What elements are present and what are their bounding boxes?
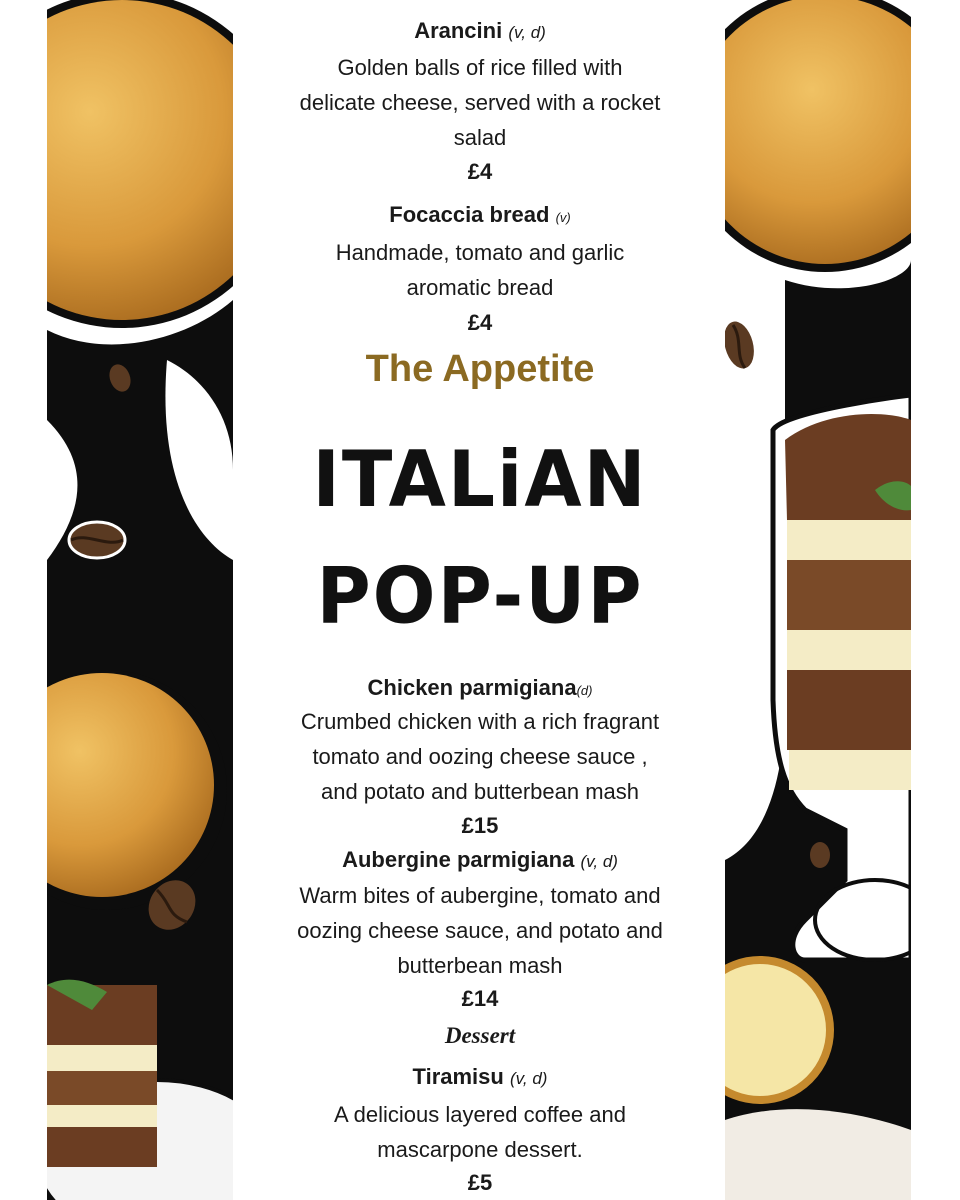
dish-description: and potato and butterbean mash [320,779,640,804]
dish-description: Warm bites of aubergine, tomato and [299,883,661,908]
dish-price: £5 [467,1170,493,1195]
dish-name: Chicken parmigiana [367,675,577,700]
dish-price: £4 [467,310,493,335]
dish-item-aubergine-parmigiana [236,847,724,875]
dish-description: aromatic bread [406,275,554,300]
headline-line-2: POP-UP [316,550,644,642]
dish-item-arancini [236,18,724,46]
dish-item-chicken-parmigiana [236,675,724,704]
dish-name: Arancini [414,18,503,43]
right-illustration-art [725,0,911,1200]
dietary-tags: (v) [555,210,571,225]
dish-description: Golden balls of rice filled with [337,55,623,80]
right-illustration-panel [725,0,911,1200]
dish-name: Focaccia bread [389,202,550,227]
dish-name: Tiramisu [412,1064,504,1089]
dish-description: delicate cheese, served with a rocket [299,90,661,115]
dish-name: Aubergine parmigiana [342,847,575,872]
arancini-illustration [47,0,233,320]
dietary-tags: (v, d) [509,1069,548,1088]
headline-line-1: ITALiAN [312,434,648,526]
left-illustration-panel [47,0,233,1200]
arancini-cross-section [725,960,830,1100]
left-illustration-art [47,0,233,1200]
dietary-tags: (d) [576,683,593,698]
dish-description: butterbean mash [397,953,563,978]
dish-description: Crumbed chicken with a rich fragrant [300,709,660,734]
dish-item-focaccia [236,202,724,231]
dish-price: £14 [461,986,499,1011]
dietary-tags: (v, d) [580,852,618,871]
dish-description: tomato and oozing cheese sauce , [312,744,648,769]
dish-description: A delicious layered coffee and [334,1102,626,1127]
dish-description: Handmade, tomato and garlic [335,240,625,265]
dietary-tags: (v, d) [508,23,546,42]
menu-card [236,0,724,1200]
dish-item-tiramisu [236,1064,724,1092]
arancini-illustration [725,0,911,264]
dish-description: oozing cheese sauce, and potato and [297,918,663,943]
brand-title: The Appetite [365,348,595,390]
dish-description: salad [453,125,507,150]
coffee-bean-icon [69,522,125,558]
dish-price: £4 [467,159,493,184]
coffee-bean-icon [725,318,759,372]
dish-price: £15 [461,813,499,838]
dish-description: mascarpone dessert. [377,1137,583,1162]
section-heading-dessert: Dessert [444,1023,516,1048]
coffee-bean-icon [810,842,830,868]
